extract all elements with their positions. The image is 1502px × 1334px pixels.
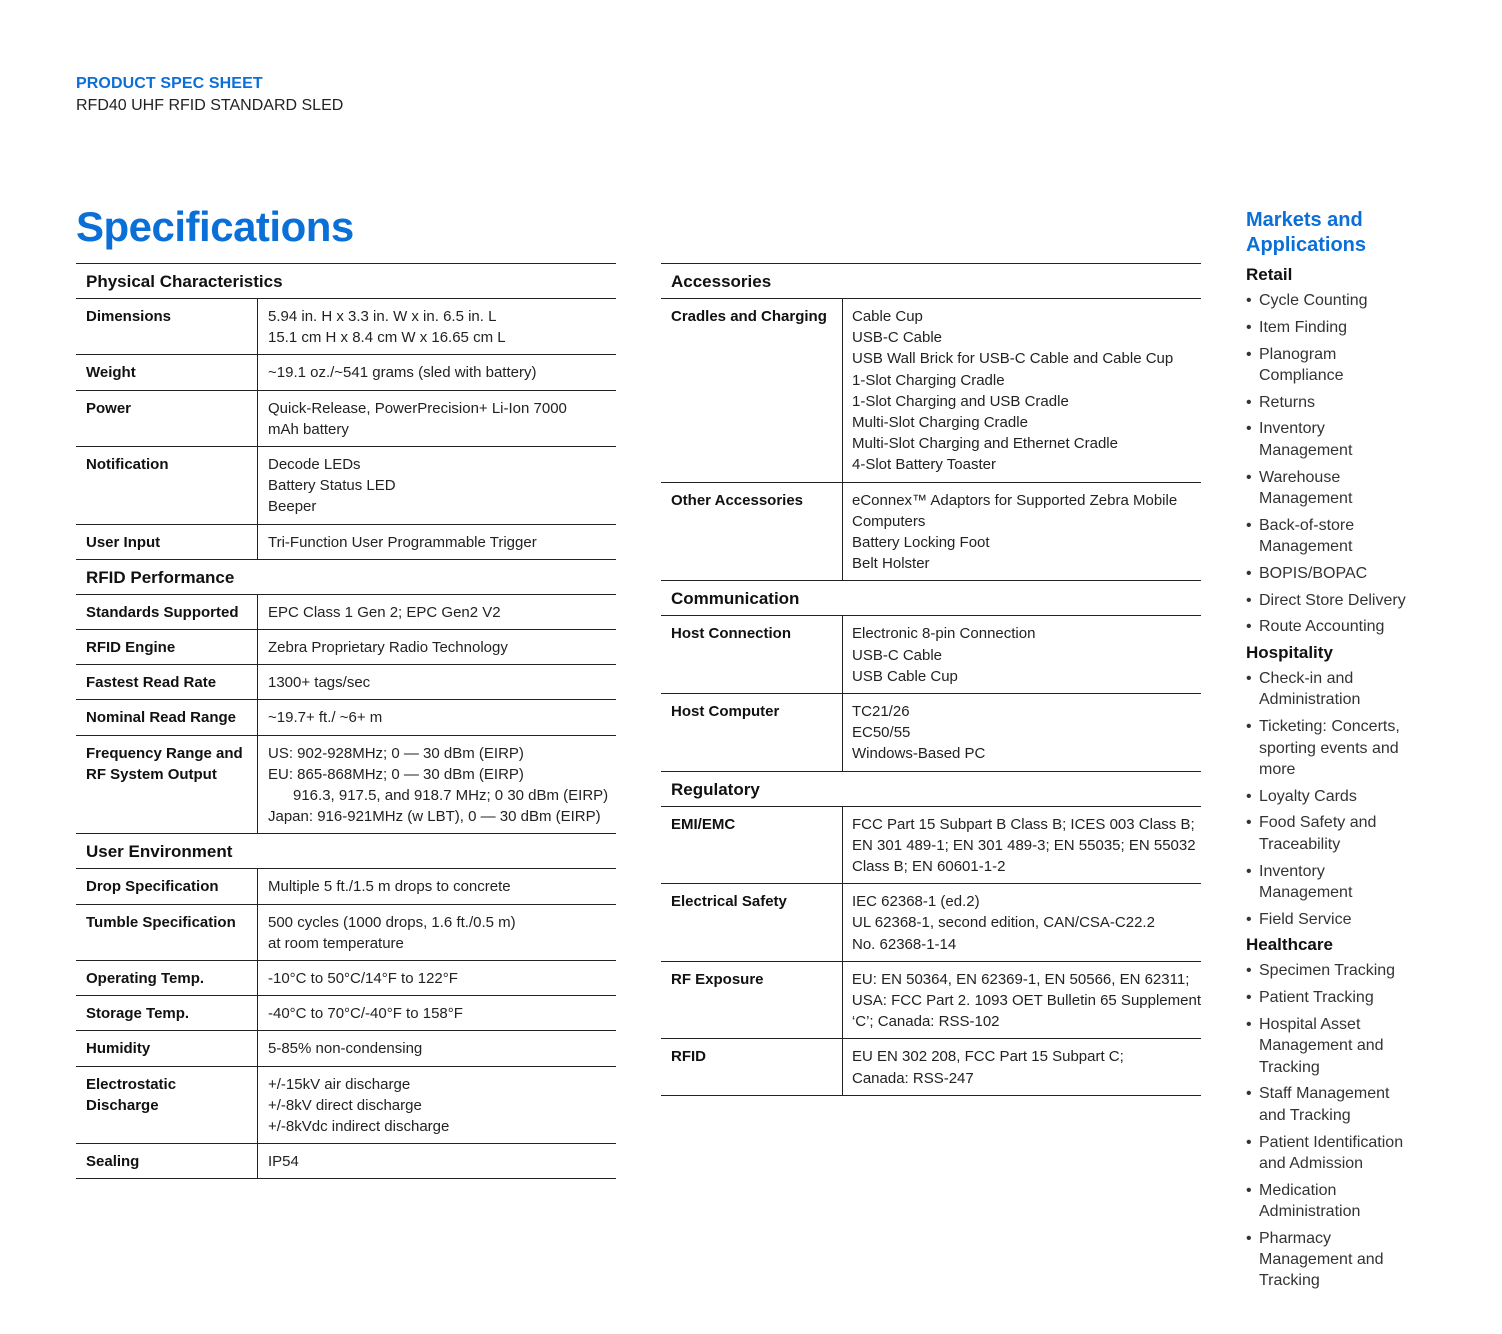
market-item-line: Tracking [1259,1058,1320,1076]
spec-value [257,1031,616,1065]
market-item-line: • Food Safety and [1259,814,1377,832]
spec-value-line: Japan: 916-921MHz (w LBT), 0 — 30 dBm (EIRP) [268,808,601,826]
spec-value-line: 15.1 cm H x 8.4 cm W x 16.65 cm L [268,329,506,347]
market-item-line: Management [1259,441,1353,459]
spec-value-line: eConnex™ Adaptors for Supported Zebra Mobile [852,491,1178,509]
section-heading-regulatory: Regulatory [661,772,1201,807]
market-item-line: • BOPIS/BOPAC [1259,564,1368,582]
market-item-line: • Inventory [1259,862,1325,880]
spec-value [257,391,616,446]
spec-row-standards-supported [76,595,616,630]
spec-value-line: EU: EN 50364, EN 62369-1, EN 50566, EN 62311; [851,970,1190,988]
spec-value-line: 5-85% non-condensing [268,1040,423,1058]
spec-row-nominal-read-range [76,700,616,735]
market-item-line: • Field Service [1259,910,1352,928]
spec-row-rfid [661,1039,1201,1095]
spec-value-line: Computers [852,512,926,530]
spec-row-fastest-read-rate [76,665,616,700]
spec-label [76,700,257,734]
spec-value-line: EN 301 489-1; EN 301 489-3; EN 55035; EN 55032 [852,836,1196,854]
spec-label [76,905,257,960]
spec-row-storage-temp [76,996,616,1031]
spec-label-line: Host Connection [671,625,791,643]
spec-value [842,616,1201,693]
market-item-line: sporting events and [1259,739,1399,757]
spec-value-line: Multi-Slot Charging Cradle [852,414,1028,432]
market-category-retail: Retail [1246,265,1293,284]
market-item [1246,960,1446,981]
market-item [1246,861,1446,904]
spec-value-line: Canada: RSS-247 [852,1069,974,1087]
market-item [1246,344,1446,387]
spec-value-line: mAh battery [268,420,349,438]
spec-row-operating-temp [76,961,616,996]
spec-label [76,391,257,446]
spec-label-line: Frequency Range and [86,744,243,762]
markets-title-line: Markets and [1246,209,1363,231]
spec-label [76,1144,257,1178]
market-item [1246,290,1446,311]
markets-sidebar [1246,208,1446,1297]
spec-label-line: Tumble Specification [86,913,236,931]
market-item [1246,467,1446,510]
market-item-line: • Loyalty Cards [1259,787,1357,805]
spec-value-line: 5.94 in. H x 3.3 in. W x in. 6.5 in. L [268,308,497,325]
spec-label-line: RFID [671,1048,706,1066]
spec-value-line: Multi-Slot Charging and Ethernet Cradle [852,435,1118,453]
spec-value [257,869,616,903]
market-item [1246,392,1446,413]
spec-label-line: Electrical Safety [671,893,787,911]
market-item-line: Management [1259,537,1353,555]
spec-value-line: +/-15kV air discharge [268,1075,411,1093]
market-item-line: Management [1259,489,1353,507]
market-item [1246,909,1446,930]
market-item [1246,1180,1446,1223]
market-item-line: • Warehouse [1259,468,1341,486]
spec-row-dimensions [76,299,616,355]
spec-value-line: IEC 62368-1 (ed.2) [852,893,980,911]
spec-value-line: US: 902-928MHz; 0 — 30 dBm (EIRP) [268,744,524,762]
spec-value [842,1039,1201,1094]
market-item [1246,317,1446,338]
spec-label-line: Fastest Read Rate [86,674,217,692]
spec-value [257,736,616,834]
spec-label [76,525,257,559]
market-item-line: • Check-in and [1259,670,1354,688]
market-item [1246,668,1446,711]
spec-value-line: +/-8kVdc indirect discharge [268,1118,450,1136]
spec-value [842,483,1201,581]
section-heading-rfid-performance: RFID Performance [76,560,616,595]
spec-row-cradles-and-charging [661,299,1201,483]
spec-row-rf-exposure [661,962,1201,1040]
spec-value [842,884,1201,961]
market-item [1246,1228,1446,1292]
market-item-line: • Returns [1259,393,1316,411]
market-item-line: Compliance [1259,366,1344,384]
spec-label-line: Notification [86,456,169,474]
market-item-line: • Ticketing: Concerts, [1259,718,1400,736]
spec-value-line: USB Cable Cup [852,667,958,685]
market-item [1246,987,1446,1008]
spec-value-line: Zebra Proprietary Radio Technology [268,639,508,657]
spec-value-line: ‘C’; Canada: RSS-102 [851,1013,1000,1031]
spec-label-line: RF Exposure [671,970,764,988]
spec-label [76,996,257,1030]
spec-label [661,483,842,581]
market-item [1246,515,1446,558]
spec-value [257,700,616,734]
spec-value-line: 916.3, 917.5, and 918.7 MHz; 0 30 dBm (EIRP) [293,787,609,805]
spec-row-electrical-safety [661,884,1201,962]
spec-label-line: Standards Supported [86,603,239,621]
spec-label [76,665,257,699]
market-list-healthcare [1246,960,1446,1291]
spec-value [257,961,616,995]
market-category-hospitality: Hospitality [1246,643,1333,663]
section-heading-user-environment: User Environment [76,834,616,869]
market-item-line: more [1259,760,1296,778]
spec-value [257,525,616,559]
spec-label-line: Other Accessories [671,491,804,509]
spec-label-line: RFID Engine [86,639,176,657]
spec-value-line: 1300+ tags/sec [268,674,371,692]
spec-value-line: Decode LEDs [268,456,361,474]
spec-value-line: TC21/26 [852,703,910,721]
market-item-line: • Hospital Asset [1259,1016,1361,1034]
section-heading-communication: Communication [661,581,1201,616]
market-item-line: • Back-of-store [1259,516,1355,534]
market-item-line: Traceability [1259,835,1341,853]
spec-row-drop-specification [76,869,616,904]
spec-value-line: Windows-Based PC [852,745,986,763]
spec-value-line: 1-Slot Charging Cradle [852,371,1005,389]
market-item-line: Management and [1259,1250,1384,1268]
spec-label [76,736,257,834]
spec-value [257,1067,616,1144]
spec-value [257,630,616,664]
spec-value-line: FCC Part 15 Subpart B Class B; ICES 003 Class B; [852,815,1195,833]
spec-row-emi-emc [661,807,1201,885]
spec-value [842,807,1201,884]
spec-label-line: Weight [86,364,136,382]
market-item [1246,1083,1446,1126]
spec-value-line: USB-C Cable [852,646,943,664]
spec-label [76,869,257,903]
spec-label-line: RF System Output [86,765,217,783]
spec-value-line: Cable Cup [852,308,923,325]
spec-value-line: at room temperature [268,934,404,952]
spec-label [76,299,257,354]
spec-label-line: User Input [86,533,161,551]
spec-value-line: EC50/55 [852,724,911,742]
markets-title-line: Applications [1246,233,1367,256]
spec-value [257,595,616,629]
spec-value [257,299,616,354]
spec-value-line: Multiple 5 ft./1.5 m drops to concrete [268,878,511,896]
middle-spec-table [661,263,1201,1096]
market-item [1246,716,1446,780]
market-item-line: Management and [1259,1037,1384,1055]
market-item [1246,1132,1446,1175]
market-item-line: • Specimen Tracking [1259,962,1396,980]
spec-row-humidity [76,1031,616,1066]
spec-row-frequency-range-and-rf-system-output [76,736,616,835]
spec-value-line: ~19.7+ ft./ ~6+ m [268,709,383,727]
market-item-line: and Tracking [1259,1106,1351,1124]
market-item-line: • Patient Tracking [1259,989,1374,1007]
spec-value-line: EPC Class 1 Gen 2; EPC Gen2 V2 [268,603,501,621]
spec-label-line: Storage Temp. [86,1005,190,1023]
spec-label-line: Discharge [86,1096,159,1114]
spec-label [661,616,842,693]
spec-label [76,1067,257,1144]
spec-label [76,961,257,995]
spec-label [76,630,257,664]
market-list-hospitality [1246,668,1446,930]
spec-row-tumble-specification [76,905,616,961]
spec-value-line: Tri-Function User Programmable Trigger [268,533,537,551]
product-subtitle: RFD40 UHF RFID STANDARD SLED [76,97,344,114]
spec-value-line: -40°C to 70°C/-40°F to 158°F [268,1005,463,1023]
spec-row-electrostatic-discharge [76,1067,616,1145]
market-item-line: and Admission [1259,1154,1364,1172]
spec-value [257,1144,616,1178]
market-item-line: Administration [1259,1202,1361,1220]
market-item [1246,786,1446,807]
spec-value-line: EU: 865-868MHz; 0 — 30 dBm (EIRP) [268,765,524,783]
spec-value-line: 1-Slot Charging and USB Cradle [852,392,1069,410]
spec-value [257,447,616,524]
spec-label-line: EMI/EMC [671,815,736,833]
spec-row-weight [76,355,616,390]
spec-value-line: Quick-Release, PowerPrecision+ Li-Ion 7000 [268,399,567,417]
spec-label-line: Sealing [86,1153,140,1171]
spec-value-line: Battery Locking Foot [852,534,990,552]
market-item-line: • Cycle Counting [1259,292,1368,309]
spec-label [661,299,842,482]
section-heading-physical-characteristics: Physical Characteristics [76,263,616,299]
market-item-line: • Patient Identification [1259,1133,1404,1151]
spec-label-line: Drop Specification [86,878,219,896]
market-item-line: • Planogram [1259,345,1337,363]
left-spec-table [76,263,616,1179]
spec-value-line: ~19.1 oz./~541 grams (sled with battery) [268,364,537,382]
spec-value [257,905,616,960]
market-item-line: Management [1259,883,1353,901]
market-item-line: • Item Finding [1259,318,1348,336]
spec-value-line: EU EN 302 208, FCC Part 15 Subpart C; [852,1048,1124,1066]
markets-title [1246,208,1446,257]
spec-label [661,962,842,1039]
spec-value-line: Belt Holster [852,555,930,573]
spec-value-line: USB-C Cable [852,329,943,347]
market-item-line: Tracking [1259,1272,1320,1290]
market-item [1246,812,1446,855]
spec-label [76,447,257,524]
spec-label-line: Power [86,399,132,417]
market-item [1246,563,1446,584]
spec-value-line: Battery Status LED [268,477,396,495]
market-item-line: • Medication [1259,1181,1337,1199]
market-item [1246,1014,1446,1078]
market-item-line: • Staff Management [1259,1085,1390,1103]
spec-value-line: USB Wall Brick for USB-C Cable and Cable Cup [852,350,1174,368]
spec-row-sealing [76,1144,616,1179]
spec-label-line: Humidity [86,1040,151,1058]
market-item [1246,590,1446,611]
spec-label [661,1039,842,1094]
spec-label-line: Operating Temp. [86,970,205,988]
page-title: Specifications [76,203,354,250]
market-item-line: • Direct Store Delivery [1259,591,1406,609]
spec-row-other-accessories [661,483,1201,582]
spec-label-line: Dimensions [86,308,172,325]
spec-value [257,665,616,699]
spec-label [661,807,842,884]
market-item-line: • Inventory [1259,420,1325,438]
spec-value-line: Beeper [268,498,317,516]
spec-value-line: -10°C to 50°C/14°F to 122°F [268,970,458,988]
market-item [1246,616,1446,637]
spec-label [76,595,257,629]
spec-label-line: Electrostatic [86,1075,177,1093]
spec-sheet-kicker: PRODUCT SPEC SHEET [76,75,263,92]
market-item [1246,418,1446,461]
spec-label [661,694,842,771]
spec-value-line: IP54 [268,1153,299,1171]
spec-value-line: 4-Slot Battery Toaster [852,456,996,474]
spec-value-line: +/-8kV direct discharge [268,1096,422,1114]
spec-value [257,355,616,389]
spec-row-host-computer [661,694,1201,772]
spec-row-power [76,391,616,447]
spec-label [76,1031,257,1065]
market-list-retail [1246,290,1446,638]
spec-value [842,694,1201,771]
spec-value-line: Electronic 8-pin Connection [852,625,1036,643]
spec-label-line: Host Computer [671,703,780,721]
spec-value [257,996,616,1030]
spec-label-line: Nominal Read Range [86,709,237,727]
spec-value-line: 500 cycles (1000 drops, 1.6 ft./0.5 m) [268,913,516,931]
spec-row-host-connection [661,616,1201,694]
spec-value-line: UL 62368-1, second edition, CAN/CSA-C22.2 [852,914,1155,932]
spec-value [842,299,1201,482]
spec-label [76,355,257,389]
spec-row-user-input [76,525,616,560]
market-item-line: Administration [1259,691,1361,709]
spec-label [661,884,842,961]
spec-row-notification [76,447,616,525]
section-heading-accessories: Accessories [661,263,1201,299]
spec-row-rfid-engine [76,630,616,665]
spec-value [842,962,1201,1039]
spec-label-line: Cradles and Charging [671,308,827,325]
market-item-line: • Route Accounting [1259,618,1385,636]
market-category-healthcare: Healthcare [1246,935,1333,955]
market-item-line: • Pharmacy [1259,1229,1332,1247]
spec-value-line: Class B; EN 60601-1-2 [852,858,1006,876]
spec-value-line: No. 62368-1-14 [852,935,957,953]
spec-value-line: USA: FCC Part 2. 1093 OET Bulletin 65 Supplement [851,992,1201,1010]
